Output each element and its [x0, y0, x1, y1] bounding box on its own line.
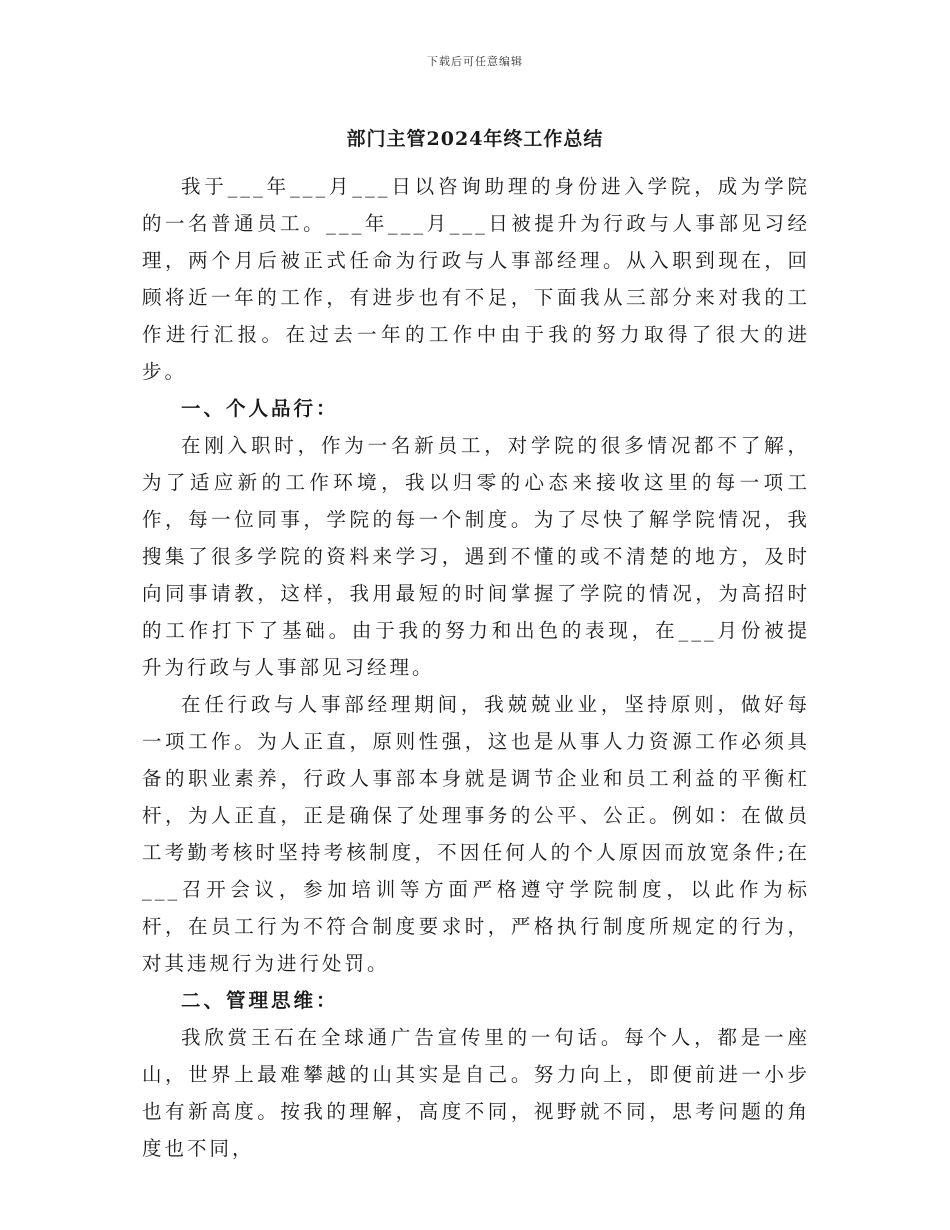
paragraph-management-thinking-1: 我欣赏王石在全球通广告宣传里的一句话。每个人，都是一座山，世界上最难攀越的山其实是自己。努力向上，即便前进一小步也有新高度。按我的理解，高度不同，视野就不同，思考问题的角度也不同，: [142, 1026, 810, 1160]
header-note: 下载后可任意编辑: [427, 55, 523, 68]
paragraph-personal-conduct-1: 在刚入职时，作为一名新员工，对学院的很多情况都不了解，为了适应新的工作环境，我以归零的心态来接收这里的每一项工作，每一位同事，学院的每一个制度。为了尽快了解学院情况，我搜集了很多学院的资料来学习，遇到不懂的或不清楚的地方，及时向同事请教，这样，我用最短的时间掌握了学院的情况，为高招时的工作打下了基础。由于我的努力和出色的表现，在___月份被提升为行政与人事部见习经理。: [142, 434, 810, 679]
document-body: [142, 168, 810, 1167]
document-title: 部门主管2024年终工作总结: [346, 128, 604, 150]
intro-paragraph: 我于___年___月___日以咨询助理的身份进入学院，成为学院的一名普通员工。___年___月___日被提升为行政与人事部见习经理，两个月后被正式任命为行政与人事部经理。从入职到现在，回顾将近一年的工作，有进步也有不足，下面我从三部分来对我的工作进行汇报。在过去一年的工作中由于我的努力取得了很大的进步。: [142, 175, 810, 383]
section-heading-personal-conduct: 一、个人品行：: [181, 397, 339, 420]
paragraph-personal-conduct-2: 在任行政与人事部经理期间，我兢兢业业，坚持原则，做好每一项工作。为人正直，原则性强，这也是从事人力资源工作必须具备的职业素养，行政人事部本身就是调节企业和员工利益的平衡杠杆，为人正直，正是确保了处理事务的公平、公正。例如：在做员工考勤考核时坚持考核制度，不因任何人的个人原因而放宽条件;在___召开会议，参加培训等方面严格遵守学院制度，以此作为标杆，在员工行为不符合制度要求时，严格执行制度所规定的行为，对其违规行为进行处罚。: [142, 693, 810, 975]
section-heading-management-thinking: 二、管理思维：: [181, 989, 339, 1012]
